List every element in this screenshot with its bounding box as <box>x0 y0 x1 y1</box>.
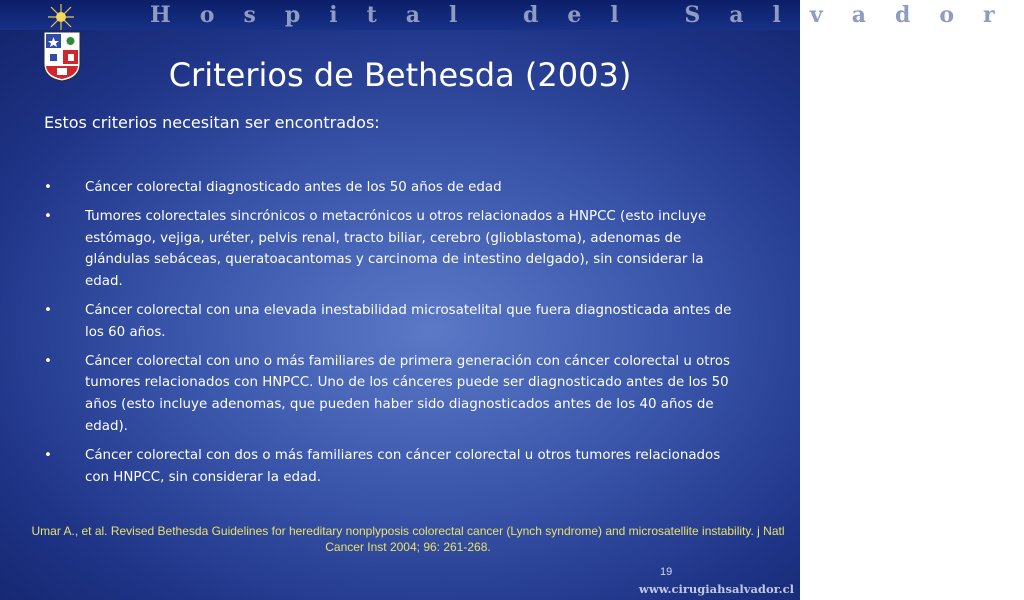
criteria-item <box>44 351 744 438</box>
criteria-text: Cáncer colorectal con dos o más familiares con cáncer colorectal u otros tumores relacionados con HNPCC, sin considerar la edad. <box>85 447 721 485</box>
criteria-text: Cáncer colorectal diagnosticado antes de los 50 años de edad <box>85 180 502 195</box>
criteria-list <box>44 177 744 495</box>
page-number: 19 <box>660 566 673 578</box>
criteria-text: Cáncer colorectal con una elevada inestabilidad microsatelital que fuera diagnosticada antes de los 60 años. <box>85 302 732 340</box>
bullet-dot: • <box>44 208 52 224</box>
criteria-item <box>44 206 744 293</box>
bullet-dot: • <box>44 302 52 318</box>
criteria-item <box>44 177 744 199</box>
star-emblem-icon <box>44 2 78 32</box>
criteria-item <box>44 300 744 344</box>
bullet-dot: • <box>44 447 52 463</box>
slide-title: Criterios de Bethesda (2003) <box>168 56 632 94</box>
criteria-item <box>44 445 744 489</box>
bullet-dot: • <box>44 353 52 369</box>
website-url: www.cirugiahsalvador.cl <box>638 582 794 596</box>
slide-subtitle: Estos criterios necesitan ser encontrados: <box>44 113 380 132</box>
bullet-dot: • <box>44 180 52 195</box>
hospital-name: Hospital del Salvador <box>150 2 1024 28</box>
citation-footnote: Umar A., et al. Revised Bethesda Guidelines for hereditary nonplyposis colorectal cancer (Lynch syndrome) and microsatellite instability. j Natl Cancer Inst 2004; 96: 261-268. <box>31 524 785 554</box>
criteria-text: Cáncer colorectal con uno o más familiares de primera generación con cáncer colorectal u otros tumores relacionados con HNPCC. Uno de los cánceres puede ser diagnosticado antes de los 50 años (esto incluye adenomas, que pueden haber sido diagnosticados antes de los 40 años de edad). <box>85 353 730 434</box>
criteria-text: Tumores colorectales sincrónicos o metacrónicos u otros relacionados a HNPCC (esto incluye estómago, vejiga, uréter, pelvis renal, tracto biliar, cerebro (glioblastoma), adenomas de glándulas sebáceas, queratoacantomas y carcinoma de intestino delgado), sin considerar la edad. <box>85 208 707 290</box>
